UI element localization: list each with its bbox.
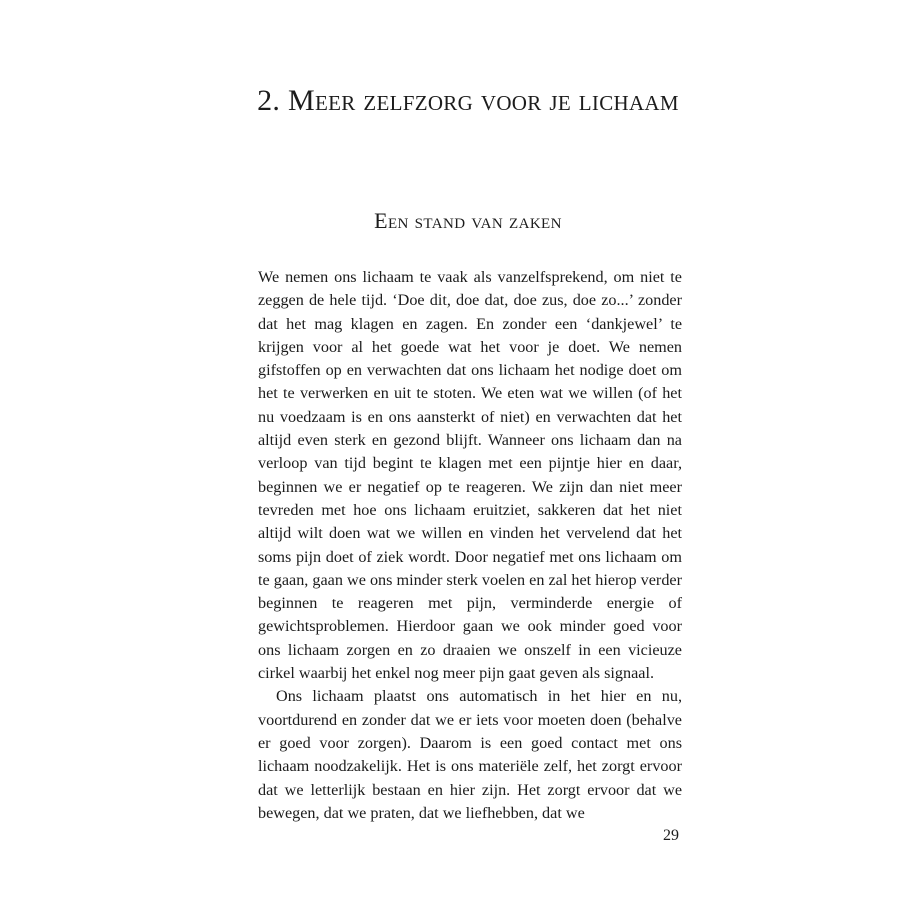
chapter-title: 2. Meer zelfzorg voor je lichaam <box>257 84 679 117</box>
paragraph: We nemen ons lichaam te vaak als vanzelfsprekend, om niet te zeggen de hele tijd. ‘Doe dit, doe dat, doe zus, doe zo...’ zonder dat het mag klagen en zagen. En zonder een ‘dankjewel’ te krijgen voor al het goede wat het voor je doet. We nemen gifstoffen op en verwachten dat ons lichaam het nodige doet om het te verwerken en uit te stoten. We eten wat we willen (of het nu voedzaam is en ons aansterkt of niet) en verwachten dat het altijd even sterk en gezond blijft. Wanneer ons lichaam dan na verloop van tijd begint te klagen met een pijntje hier en daar, beginnen we er negatief op te reageren. We zijn dan niet meer tevreden met hoe ons lichaam eruitziet, sakkeren dat het niet altijd wilt doen wat we willen en vinden het vervelend dat het soms pijn doet of ziek wordt. Door negatief met ons lichaam om te gaan, gaan we ons minder sterk voelen en zal het hierop verder beginnen te reageren met pijn, verminderde energie of gewichtsproblemen. Hierdoor gaan we ook minder goed voor ons lichaam zorgen en zo draaien we onszelf in een vicieuze cirkel waarbij het enkel nog meer pijn gaat geven als signaal. <box>258 268 682 683</box>
section-title: Een stand van zaken <box>374 208 562 233</box>
body-text <box>258 266 682 825</box>
paragraph: Ons lichaam plaatst ons automatisch in het hier en nu, voortdurend en zonder dat we er iets voor moeten doen (behalve er goed voor zorgen). Daarom is een goed contact met ons lichaam noodzakelijk. Het is ons materiële zelf, het zorgt ervoor dat we letterlijk bestaan en hier zijn. Het zorgt ervoor dat we bewegen, dat we praten, dat we liefhebben, dat we <box>258 687 682 822</box>
page-number: 29 <box>663 827 679 844</box>
